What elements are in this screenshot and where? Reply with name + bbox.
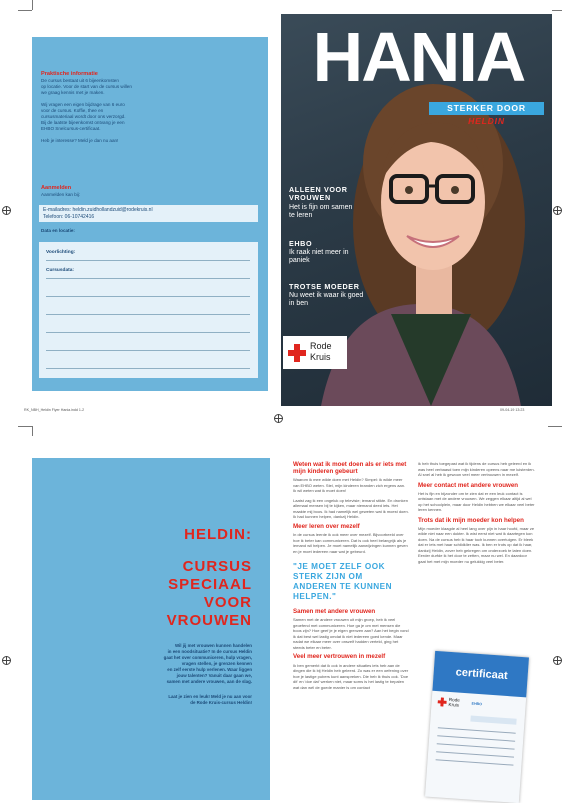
registration-mark-icon bbox=[2, 656, 11, 665]
info-panel bbox=[32, 37, 268, 391]
form-line bbox=[46, 260, 250, 261]
registration-mark-icon bbox=[553, 206, 562, 215]
practical-text: De cursus bestaat uit 6 bijeenkomsten op locatie. Voor de start van de cursus willen we graag kennis met je maken. Wij vragen een eigen bijdrage van 6 euro voor de cursus. Koffie, thee en cursusmateriaal wordt door ons verzorgd. Bij de laatste bijeenkomst ontvang je een EHBO Snelcursus-certificaat. Heb je interesse? Meld je dan nu aan! bbox=[41, 78, 132, 143]
field-voorlichting: Voorlichting: bbox=[46, 250, 76, 255]
article-text-2: In de cursus leerde ik ook meer over mezelf. Bijvoorbeeld over hoe ik beter kan communiceren. Dat is ook heel belangrijk als je iemand wil helpen. Je moet namelijk aanwijzingen kunnen geven en je moet iedereen naar wat je gebeurd. bbox=[293, 532, 408, 554]
cover-title: HANIA bbox=[312, 18, 525, 96]
logo-text-line2: Kruis bbox=[310, 352, 331, 362]
slug-right: 09-04-19 13:23 bbox=[500, 408, 525, 412]
article-text-7: Mijn moeder klaagde al heel lang over pijn in haar hoofd, maar ze wilde niet naar een dokter. Ik wist eerst niet wat ik daartegen kon doen. Na de cursus heb ik haar toch kunnen overtuigen. Er bleek dat er iets met haar schildklier was. Ik ben er trots op dat ik haar, dankzij Heldin, zover heb gekregen om onderzoek te laten doen. Eerder durfde ik het door te zetten, maar nu wel. En daardoor gaat het met mijn moeder nu gelukkig veel beter. bbox=[418, 525, 535, 564]
form-line bbox=[46, 368, 250, 369]
article-title-1: Weten wat ik moet doen als er iets met mijn kinderen gebeurt bbox=[293, 461, 407, 476]
article-text-5: ik heb thuis toegepast wat ik tijdens de cursus heb geleerd en ik was heel verbaasd toen mijn kinderen opeens naar me luisterden. Al snel al heb ik gewoon veel meer vertrouwen in mezelf. bbox=[418, 461, 535, 477]
register-sub: Aanmelden kan bij: bbox=[41, 192, 81, 197]
register-heading: Aanmelden bbox=[41, 185, 72, 191]
cursus-heading-4: VOOR bbox=[203, 594, 252, 611]
article-text-1: Waarom ik mee wilde doen met Heldin? Simpel: ik wilde meer van EHBO weten. Stel, mijn kinderen branden zich ergens aan. Ik wil weten wat ik moet doen! bbox=[293, 477, 406, 494]
registration-mark-icon bbox=[2, 206, 11, 215]
red-cross-icon bbox=[437, 697, 447, 707]
article-text-4: Ik ben gemerkt dat ik ook in andere situaties iets heb aan de dingen die ik bij Heldin heb geleerd. Zo was er een oefening over hoe je lastige pubers kunt aanspreken. Die heb ik thuis ook. 'Doe dit' en 'doe dat' werken niet, maar soms is het lastig te bepalen wat dan wél de goede manier is om contact bbox=[293, 662, 409, 690]
article-title-5: Meer contact met andere vrouwen bbox=[418, 481, 519, 489]
dates-label: Data en locatie: bbox=[41, 228, 75, 233]
article-title-3: Samen met andere vrouwen bbox=[293, 608, 376, 616]
article-column-1 bbox=[293, 461, 409, 690]
form-line bbox=[46, 314, 250, 315]
article-title-6: Trots dat ik mijn moeder kon helpen bbox=[418, 516, 524, 524]
certificate-title: certificaat bbox=[455, 666, 509, 682]
cursus-heading-3: SPECIAAL bbox=[168, 576, 252, 593]
certificate-line bbox=[436, 751, 514, 757]
crop-mark bbox=[552, 10, 562, 11]
cover-block3-heading: TROTSE MOEDER bbox=[289, 282, 360, 291]
cursus-heading-2: CURSUS bbox=[182, 558, 252, 575]
article-text-6: Het is fijn en bijzonder om te zien dat er een leuk contact is ontstaan met de andere vrouwen. We zeggen elkaar altijd al wel op het schoolplein, maar door Heldin hebben we elkaar veel beter leren kennen. bbox=[418, 490, 535, 513]
cover-block1-heading: ALLEEN VOOR VROUWEN bbox=[289, 185, 348, 202]
certificate-image bbox=[425, 651, 529, 803]
crop-mark bbox=[18, 10, 32, 11]
crop-mark bbox=[32, 0, 33, 10]
crop-mark bbox=[18, 426, 32, 427]
field-cursusdata: Cursusdata: bbox=[46, 268, 74, 273]
article-title-4: Veel meer vertrouwen in mezelf bbox=[293, 653, 386, 661]
crop-mark bbox=[32, 426, 33, 436]
form-line bbox=[46, 296, 250, 297]
pull-quote: "JE MOET ZELF OOK STERK ZIJN OM ANDEREN TE KUNNEN HELPEN." bbox=[293, 562, 393, 602]
cover-block1-sub: Het is fijn om samen te leren bbox=[289, 204, 353, 219]
certificate-line bbox=[437, 743, 515, 749]
article-column-2 bbox=[418, 461, 535, 564]
cover-block2-heading: EHBO bbox=[289, 239, 313, 248]
article-text-1b: Laatst zag ik een ongeluk op televisie; iemand stikte. En dronken allemaal mensen bij te kijken, maar niemand deed iets. Het maakte mij boos. Ik had namelijk wel geweten wat ik moest doen. Ik had kunnen helpen, dankzij Heldin. bbox=[293, 497, 409, 520]
certificate-line bbox=[438, 727, 516, 733]
cursus-heading-5: VROUWEN bbox=[166, 612, 252, 629]
cursus-cta: Laat je zien en leuk! Meld je nu aan voor de Rode Kruis-cursus Heldin! bbox=[168, 694, 252, 705]
rode-kruis-logo bbox=[283, 336, 347, 369]
form-line bbox=[46, 278, 250, 279]
cursus-intro: Wil jij met vrouwen kunnen handelen in een noodsituatie? In de cursus Heldin gaat het over communiceren, hulp vragen, vragen stellen, je grenzen kennen en zelf eerste hulp verlenen. Waar liggen jouw talenten? Vanuit daar gaan we, samen met andere vrouwen, aan de slag. bbox=[163, 643, 252, 684]
article-text-3: Samen met de andere vrouwen uit mijn groep, heb ik veel geoefend met communiceren. Hoe ga je om met mensen die boos zijn? Hoe geef je je eigen grenzen aan? Aan het begin vond ik dat best wel lastig omdat ik niet iedereen goed kende. Maar nadat we elkaar meer over onszelf hadden verteld, ging het steeds beter en beter. bbox=[293, 617, 409, 650]
practical-heading: Praktische informatie bbox=[41, 71, 98, 77]
contact-email: E-mailadres: heldin.zuidhollandzuid@rodekruis.nl bbox=[43, 207, 153, 213]
crop-mark bbox=[548, 426, 562, 427]
form-line bbox=[46, 332, 250, 333]
registration-mark-icon bbox=[274, 414, 283, 423]
certificate-line bbox=[436, 759, 514, 765]
certificate-sub: EHBO bbox=[471, 701, 483, 707]
form-line bbox=[46, 350, 250, 351]
cover-banner: STERKER DOOR HELDIN bbox=[429, 102, 544, 115]
cover-block2-sub: Ik raak niet meer in paniek bbox=[289, 249, 349, 264]
article-title-2: Meer leren over mezelf bbox=[293, 522, 360, 530]
contact-box bbox=[39, 205, 258, 222]
certificate-logo-line2: Kruis bbox=[448, 701, 460, 708]
slug-left: RK_NBH_Heldin Flyer Hania.indd 1-2 bbox=[24, 408, 85, 412]
contact-phone: Telefoon: 06-10742416 bbox=[43, 214, 95, 220]
dates-form bbox=[39, 242, 258, 378]
logo-text-line1: Rode bbox=[310, 341, 332, 351]
registration-mark-icon bbox=[553, 656, 562, 665]
red-cross-icon bbox=[288, 344, 306, 362]
banner-accent: HELDIN bbox=[468, 116, 505, 126]
cursus-panel bbox=[32, 458, 270, 800]
certificate-logo-line1: Rode bbox=[448, 696, 460, 703]
cursus-heading-1: HELDIN: bbox=[184, 526, 252, 543]
certificate-line bbox=[437, 735, 515, 741]
certificate-field bbox=[470, 716, 516, 725]
cover-block3-sub: Nu weet ik waar ik goed in ben bbox=[289, 292, 364, 307]
